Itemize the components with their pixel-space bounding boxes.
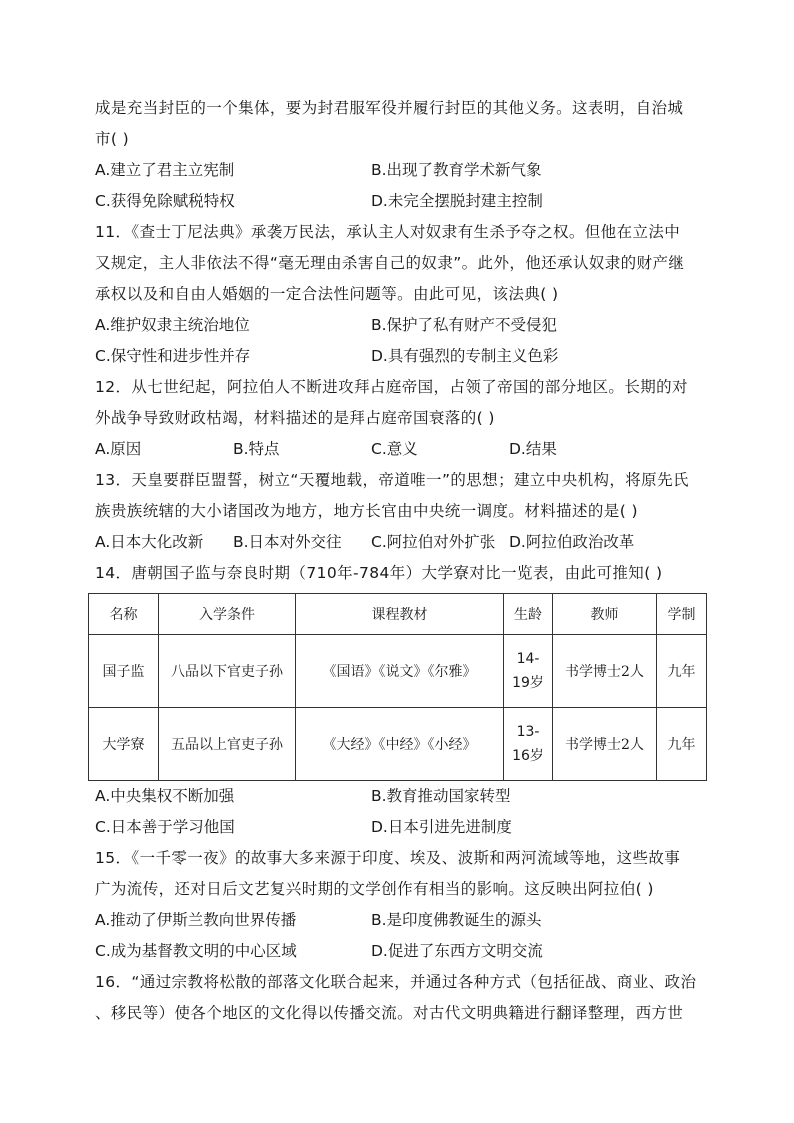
header-course: 课程教材 xyxy=(296,594,504,635)
q15-line2: 广为流传，还对日后文艺复兴时期的文学创作有相当的影响。这反映出阿拉伯( ) xyxy=(95,880,654,898)
q16-line2: 、移民等）使各个地区的文化得以传播交流。对古代文明典籍进行翻译整理，西方世 xyxy=(95,1004,684,1022)
q14-line1: 14．唐朝国子监与奈良时期（710年-784年）大学寮对比一览表，由此可推知( ) xyxy=(95,564,663,582)
cell-condition: 五品以上官吏子孙 xyxy=(159,708,296,781)
cell-term: 九年 xyxy=(657,635,707,708)
q11-line1: 11．《查士丁尼法典》承袭万民法，承认主人对奴隶有生杀予夺之权。但他在立法中 xyxy=(95,223,681,241)
q12-option-b[interactable]: B.特点 xyxy=(233,440,280,458)
q13-option-d[interactable]: D.阿拉伯政治改革 xyxy=(509,533,635,551)
cell-teacher: 书学博士2人 xyxy=(553,708,657,781)
q11-option-c[interactable]: C.保守性和进步性并存 xyxy=(95,347,251,365)
q15-option-c[interactable]: C.成为基督教文明的中心区域 xyxy=(95,942,297,960)
cell-course: 《大经》《中经》《小经》 xyxy=(296,708,504,781)
cell-age xyxy=(504,708,553,781)
q15-option-d[interactable]: D.促进了东西方文明交流 xyxy=(371,942,543,960)
q15-option-b[interactable]: B.是印度佛教诞生的源头 xyxy=(371,911,542,929)
q16-line1: 16．“通过宗教将松散的部落文化联合起来，并通过各种方式（包括征战、商业、政治 xyxy=(95,973,697,991)
header-age: 生龄 xyxy=(504,594,553,635)
q10-option-c[interactable]: C.获得免除赋税特权 xyxy=(95,192,235,210)
table-row xyxy=(89,708,707,781)
age-range-start: 13- xyxy=(516,724,540,740)
cell-name: 国子监 xyxy=(89,635,159,708)
q14-option-d[interactable]: D.日本引进先进制度 xyxy=(371,818,512,836)
age-range-start: 14- xyxy=(516,651,540,667)
q13-option-a[interactable]: A.日本大化改新 xyxy=(95,533,204,551)
cell-teacher: 书学博士2人 xyxy=(553,635,657,708)
q12-option-d[interactable]: D.结果 xyxy=(509,440,557,458)
q13-line2: 族贵族统辖的大小诸国改为地方，地方长官由中央统一调度。材料描述的是( ) xyxy=(95,502,638,520)
q11-line3: 承权以及和自由人婚姻的一定合法性问题等。由此可见，该法典( ) xyxy=(95,285,559,303)
cell-condition: 八品以下官吏子孙 xyxy=(159,635,296,708)
header-teacher: 教师 xyxy=(553,594,657,635)
table-row xyxy=(89,635,707,708)
header-term: 学制 xyxy=(657,594,707,635)
q12-option-a[interactable]: A.原因 xyxy=(95,440,142,458)
q13-line1: 13．天皇要群臣盟誓，树立“天覆地载，帝道唯一”的思想；建立中央机构，将原先氏 xyxy=(95,471,689,489)
q12-line2: 外战争导致财政枯竭，材料描述的是拜占庭帝国衰落的( ) xyxy=(95,409,495,427)
header-name: 名称 xyxy=(89,594,159,635)
table-header-row xyxy=(89,594,707,635)
header-condition: 入学条件 xyxy=(159,594,296,635)
cell-age xyxy=(504,635,553,708)
q11-option-b[interactable]: B.保护了私有财产不受侵犯 xyxy=(371,316,558,334)
q15-line1: 15．《一千零一夜》的故事大多来源于印度、埃及、波斯和两河流域等地，这些故事 xyxy=(95,849,681,867)
q14-option-c[interactable]: C.日本善于学习他国 xyxy=(95,818,235,836)
q12-line1: 12．从七世纪起，阿拉伯人不断进攻拜占庭帝国，占领了帝国的部分地区。长期的对 xyxy=(95,378,688,396)
q10-option-d[interactable]: D.未完全摆脱封建主控制 xyxy=(371,192,543,210)
q10-option-b[interactable]: B.出现了教育学术新气象 xyxy=(371,161,542,179)
q10-line2: 市( ) xyxy=(95,130,130,148)
cell-course: 《国语》《说文》《尔雅》 xyxy=(296,635,504,708)
q13-option-c[interactable]: C.阿拉伯对外扩张 xyxy=(371,533,496,551)
q13-option-b[interactable]: B.日本对外交往 xyxy=(233,533,342,551)
cell-term: 九年 xyxy=(657,708,707,781)
q15-option-a[interactable]: A.推动了伊斯兰教向世界传播 xyxy=(95,911,297,929)
age-range-end: 19岁 xyxy=(512,675,544,691)
q11-line2: 又规定，主人非依法不得“毫无理由杀害自己的奴隶”。此外，他还承认奴隶的财产继 xyxy=(95,254,685,272)
q10-option-a[interactable]: A.建立了君主立宪制 xyxy=(95,161,235,179)
q14-option-b[interactable]: B.教育推动国家转型 xyxy=(371,787,511,805)
q11-option-d[interactable]: D.具有强烈的专制主义色彩 xyxy=(371,347,559,365)
q14-option-a[interactable]: A.中央集权不断加强 xyxy=(95,787,235,805)
comparison-table xyxy=(88,593,707,781)
q11-option-a[interactable]: A.维护奴隶主统治地位 xyxy=(95,316,250,334)
q12-option-c[interactable]: C.意义 xyxy=(371,440,418,458)
q10-line1: 成是充当封臣的一个集体，要为封君服军役并履行封臣的其他义务。这表明，自治城 xyxy=(95,99,684,117)
age-range-end: 16岁 xyxy=(512,748,544,764)
cell-name: 大学寮 xyxy=(89,708,159,781)
